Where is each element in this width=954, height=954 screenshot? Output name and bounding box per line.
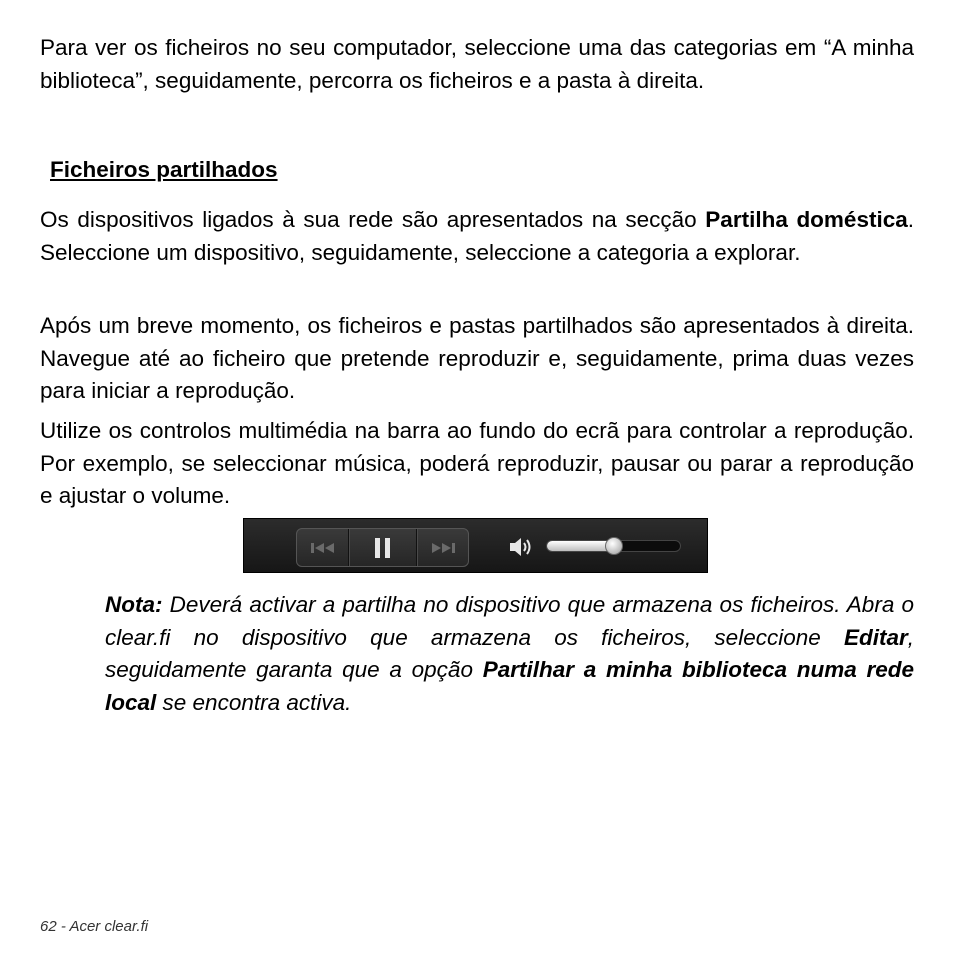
section-heading: Ficheiros partilhados [50,157,278,182]
text-run: se encontra activa. [156,689,352,715]
page-footer: 62 - Acer clear.fi [40,918,149,935]
skip-back-icon [310,542,336,554]
text-run: . Seleccione um dispositivo, seguidamente, seleccione a categoria a explorar. [40,207,914,265]
skip-forward-icon [430,542,456,554]
volume-slider[interactable] [546,540,681,552]
pause-icon [374,537,392,559]
pause-button[interactable] [349,529,417,566]
bold-term: Partilha doméstica [705,207,908,232]
intro-paragraph: Para ver os ficheiros no seu computador, seleccione uma das categorias em “A minha biblioteca”, seguidamente, percorra os ficheiros e a pasta à direita. [40,35,914,93]
next-button[interactable] [417,529,468,566]
previous-button[interactable] [297,529,349,566]
bold-term: Partilhar a minha biblioteca numa rede local [105,657,914,715]
note-paragraph [105,589,914,719]
bold-term: Editar [843,624,908,650]
volume-slider-fill [547,541,614,551]
speaker-icon[interactable] [508,535,534,559]
text-run: Os dispositivos ligados à sua rede são apresentados na secção [40,207,706,232]
media-controls-paragraph: Utilize os controlos multimédia na barra ao fundo do ecrã para controlar a reprodução. Por exemplo, se seleccionar música, poderá reproduzir, pausar ou parar a reprodução e ajustar o volume. [40,418,914,508]
volume-slider-thumb[interactable] [605,537,623,555]
playback-button-group [296,528,469,567]
text-run: , seguidamente garanta que a opção [105,624,914,682]
note-label: Nota: [105,592,163,617]
text-run: Deverá activar a partilha no dispositivo que armazena os ficheiros. Abra o clear.fi no dispositivo que armazena os ficheiros, seleccione [105,592,914,650]
media-control-bar [243,518,708,573]
shared-devices-paragraph [40,204,914,269]
browse-paragraph: Após um breve momento, os ficheiros e pastas partilhados são apresentados à direita. Navegue até ao ficheiro que pretende reproduzir e, seguidamente, prima duas vezes para iniciar a reprodução. [40,313,914,403]
